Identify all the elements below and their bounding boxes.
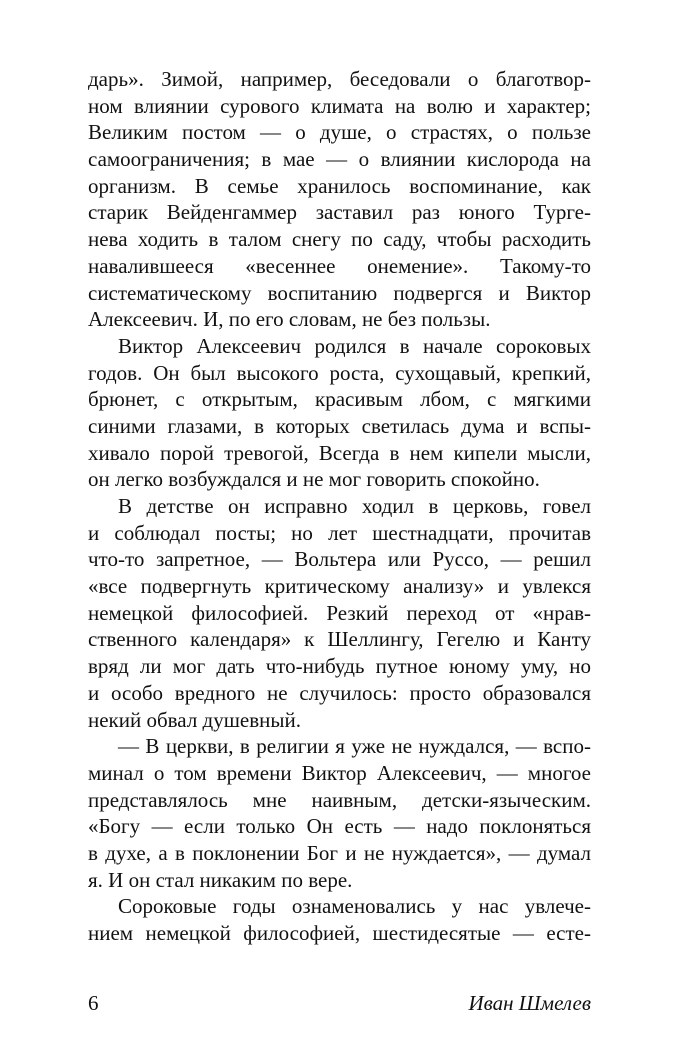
running-header-author: Иван Шмелев — [468, 991, 591, 1015]
text-line: старик Вейденгаммер заставил раз юного Турге- — [88, 200, 591, 225]
text-line: самоограничения; в мае — о влиянии кислорода на — [88, 147, 591, 172]
page-number: 6 — [88, 991, 99, 1015]
text-line: представлялось мне наивным, детски-языческим. — [88, 787, 591, 812]
text-line: минал о том времени Виктор Алексеевич, — многое — [88, 760, 591, 785]
page-footer — [88, 988, 591, 1018]
text-line: систематическому воспитанию подвергся и Виктор — [88, 280, 591, 305]
paragraph-4 — [88, 733, 591, 893]
paragraph-3 — [88, 493, 591, 733]
text-line: «Богу — если только Он есть — надо поклоняться — [88, 814, 591, 839]
text-line: брюнет, с открытым, красивым лбом, с мягкими — [88, 387, 591, 412]
text-line: некий обвал душевный. — [88, 707, 301, 732]
text-line: хивало порой тревогой, Всегда в нем кипели мысли, — [88, 440, 591, 465]
text-line: организм. В семье хранилось воспоминание, как — [88, 173, 591, 198]
text-line: Великим постом — о душе, о страстях, о пользе — [88, 120, 591, 145]
paragraph-5 — [88, 893, 591, 946]
text-line: ственного календаря» к Шеллингу, Гегелю и Канту — [88, 627, 591, 652]
paragraph-1 — [88, 66, 591, 333]
text-line: немецкой философией. Резкий переход от «нрав- — [88, 600, 591, 625]
text-line: нием немецкой философией, шестидесятые — есте- — [88, 921, 591, 945]
text-line: нева ходить в талом снегу по саду, чтобы расходить — [88, 227, 591, 252]
text-line: синими глазами, в которых светилась дума и вспы- — [88, 413, 591, 438]
text-line: Виктор Алексеевич родился в начале сороковых — [118, 333, 591, 358]
text-line: — В церкви, в религии я уже не нуждался, — вспо- — [118, 734, 591, 759]
text-line: вряд ли мог дать что-нибудь путное юному уму, но — [88, 654, 591, 679]
text-line: что-то запретное, — Вольтера или Руссо, — решил — [88, 547, 591, 572]
text-line: и особо вредного не случилось: просто образовался — [88, 680, 591, 705]
text-line: дарь». Зимой, например, беседовали о благотвор- — [88, 67, 591, 91]
text-line: в духе, а в поклонении Бог и не нуждается», — думал — [88, 840, 591, 865]
text-line: годов. Он был высокого роста, сухощавый, крепкий, — [88, 360, 591, 385]
text-line: В детстве он исправно ходил в церковь, говел — [118, 494, 591, 518]
text-line: «все подвергнуть критическому анализу» и увлекся — [88, 574, 591, 599]
text-line: и соблюдал посты; но лет шестнадцати, прочитав — [88, 520, 591, 545]
page-body-text — [88, 66, 591, 947]
text-line: Алексеевич. И, по его словам, не без пользы. — [88, 307, 491, 332]
text-line: он легко возбуждался и не мог говорить спокойно. — [88, 467, 540, 492]
text-line: ном влиянии сурового климата на волю и характер; — [88, 93, 591, 118]
text-line: Сороковые годы ознаменовались у нас увлече- — [118, 894, 591, 919]
paragraph-2 — [88, 333, 591, 493]
text-line: навалившееся «весеннее онемение». Такому-то — [88, 253, 591, 278]
text-line: я. И он стал никаким по вере. — [88, 867, 353, 892]
